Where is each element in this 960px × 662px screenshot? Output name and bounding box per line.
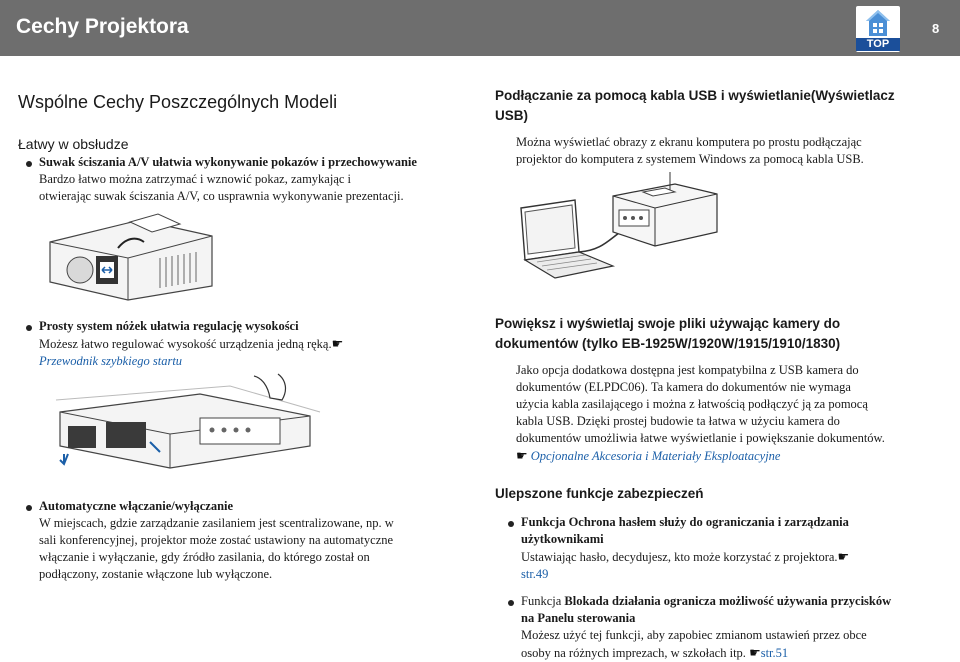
- house-icon: [865, 8, 891, 38]
- feature-usb-display: [495, 86, 950, 168]
- feature-document-camera: [495, 314, 950, 465]
- feature-auto-power: [26, 498, 476, 583]
- section-title: Wspólne Cechy Poszczególnych Modeli: [18, 92, 338, 112]
- feature-text: Jako opcja dodatkowa dostępna jest kompatybilna z USB kamera do dokumentów (ELPDC06). Ta kamera do dokumentów nie wymaga użycia kabla zasilającego i można z łatwością podłączyć ją za pomocą kabla USB. Dzięki prostej budowie ta łatwa w użyciu kamera do dokumentów umożliwia łatwe wyświetlanie i powiększanie dokumentów. ☛ Opcjonalne Akcesoria i Materiały Eksploatacyjne: [516, 363, 885, 463]
- pointing-hand-icon: ☛: [749, 645, 761, 660]
- projector-slider-illustration: [40, 212, 220, 302]
- page-51-link[interactable]: str.51: [760, 646, 789, 660]
- item-title: Funkcja Blokada działania ogranicza możliwość używania przycisków na Panelu sterowania: [508, 593, 950, 627]
- feature-title: Podłączanie za pomocą kabla USB i wyświetlanie(Wyświetlacz USB): [495, 88, 895, 123]
- item-title: Funkcja Ochrona hasłem służy do ograniczania i zarządzania użytkownikami: [508, 514, 950, 548]
- feature-title: Suwak ściszania A/V ułatwia wykonywanie pokazów i przechowywanie: [26, 154, 476, 171]
- pointing-hand-icon: ☛: [331, 336, 344, 351]
- security-item-password: [495, 514, 950, 583]
- quick-start-guide-link[interactable]: Przewodnik szybkiego startu: [39, 354, 183, 368]
- item-text: Możesz użyć tej funkcji, aby zapobiec zmianom ustawień przez obce osoby na różnych imprezach, w szkołach itp. ☛str.51: [521, 628, 867, 660]
- feature-title: Ulepszone funkcje zabezpieczeń: [495, 486, 704, 501]
- security-item-lock: [495, 593, 950, 662]
- feature-text: Możesz łatwo regulować wysokość urządzenia jedną ręką.☛ Przewodnik szybkiego startu: [26, 335, 476, 370]
- page-49-link[interactable]: str.49: [521, 567, 549, 581]
- feature-title: Automatyczne włączanie/wyłączanie: [26, 498, 476, 515]
- projector-feet-illustration: [50, 372, 330, 472]
- feature-text: Bardzo łatwo można zatrzymać i wznowić pokaz, zamykając i otwierając suwak ściszania A/V, co usprawnia wykonywanie prezentacji.: [39, 172, 404, 203]
- feature-av-slider: [26, 154, 476, 205]
- page-number: 8: [932, 21, 940, 36]
- page-header: [0, 0, 960, 56]
- feature-security: [495, 484, 950, 662]
- pointing-hand-icon: ☛: [837, 549, 850, 564]
- feature-feet: [26, 318, 476, 370]
- subsection-title: Łatwy w obsłudze: [18, 136, 129, 152]
- item-text: Ustawiając hasło, decydujesz, kto może korzystać z projektora.☛ str.49: [508, 548, 950, 583]
- feature-title: Prosty system nóżek ułatwia regulację wysokości: [26, 318, 476, 335]
- feature-text: Można wyświetlać obrazy z ekranu komputera po prostu podłączając projektor do komputera z systemem Windows za pomocą kabla USB.: [516, 135, 864, 166]
- feature-title: Powiększ i wyświetlaj swoje pliki używając kamery do dokumentów (tylko EB-1925W/1920W/1915/1910/1830): [495, 316, 841, 351]
- pointing-hand-icon: ☛: [516, 448, 528, 463]
- top-button[interactable]: [856, 6, 900, 52]
- top-label: TOP: [856, 38, 900, 51]
- optional-accessories-link[interactable]: Opcjonalne Akcesoria i Materiały Eksploatacyjne: [530, 449, 781, 463]
- header-title: Cechy Projektora: [16, 15, 189, 38]
- laptop-usb-illustration: [515, 170, 720, 290]
- feature-text: W miejscach, gdzie zarządzanie zasilaniem jest scentralizowane, np. w sali konferencyjnej, projektor może zostać ustawiony na automatyczne włączanie i wyłączanie, gdy źródło zasilania, do którego został on podłączony, zostanie włączone lub wyłączone.: [39, 516, 394, 581]
